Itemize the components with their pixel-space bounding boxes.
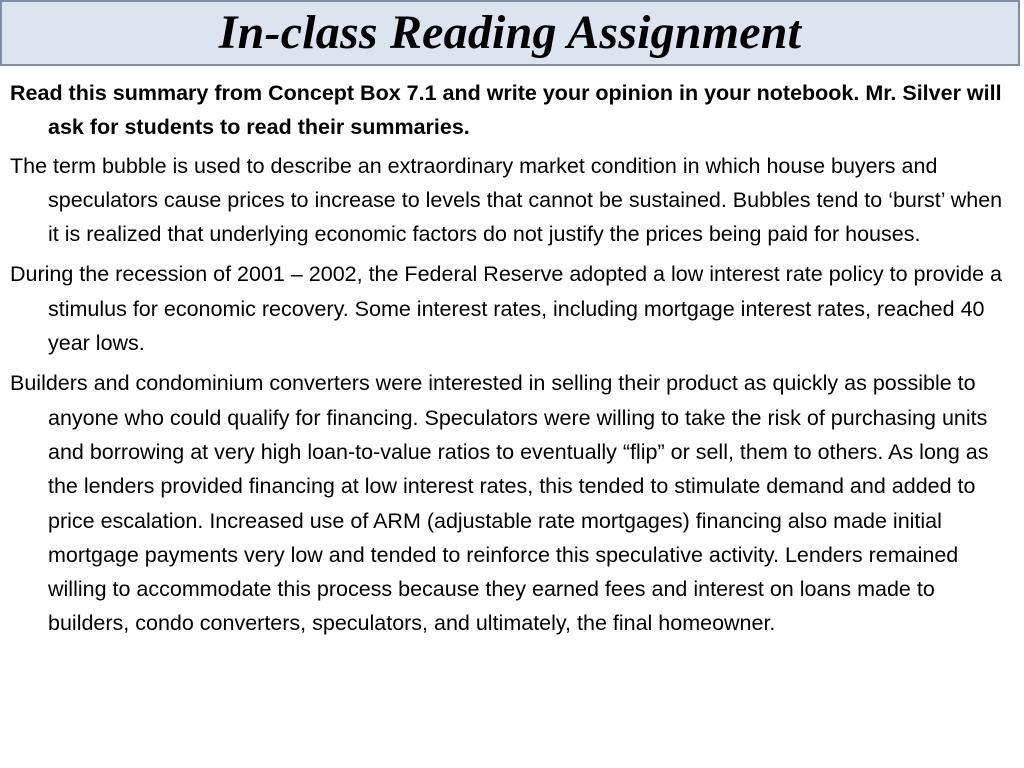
slide-title: In-class Reading Assignment [218, 6, 802, 59]
paragraph-recession-policy: During the recession of 2001 – 2002, the Federal Reserve adopted a low interest rate policy to provide a stimulus for economic recovery. Some interest rates, including mortgage interest rates, reached 40 year lows. [10, 262, 1002, 356]
paragraph-builders-speculators: Builders and condominium converters were interested in selling their product as quickly as possible to anyone who could qualify for financing. Speculators were willing to take the risk of purchasing units and borrowing at very high loan-to-value ratios to eventually “flip” or sell, them to others. As long as the lenders provided financing at low interest rates, this tended to stimulate demand and added to price escalation. Increased use of ARM (adjustable rate mortgages) financing also made initial mortgage payments very low and tended to reinforce this speculative activity. Lenders remained willing to accommodate this process because they earned fees and interest on loans made to builders, condo converters, speculators, and ultimately, the final homeowner. [10, 371, 989, 636]
assignment-instructions: Read this summary from Concept Box 7.1 and write your opinion in your notebook. Mr. Silver will ask for students to read their summaries. [10, 81, 1002, 140]
slide-body [10, 76, 1008, 647]
paragraph-bubble-definition: The term bubble is used to describe an extraordinary market condition in which house buyers and speculators cause prices to increase to levels that cannot be sustained. Bubbles tend to ‘burst’ when it is realized that underlying economic factors do not justify the prices being paid for houses. [10, 153, 1003, 247]
slide-title-bar [0, 0, 1020, 66]
